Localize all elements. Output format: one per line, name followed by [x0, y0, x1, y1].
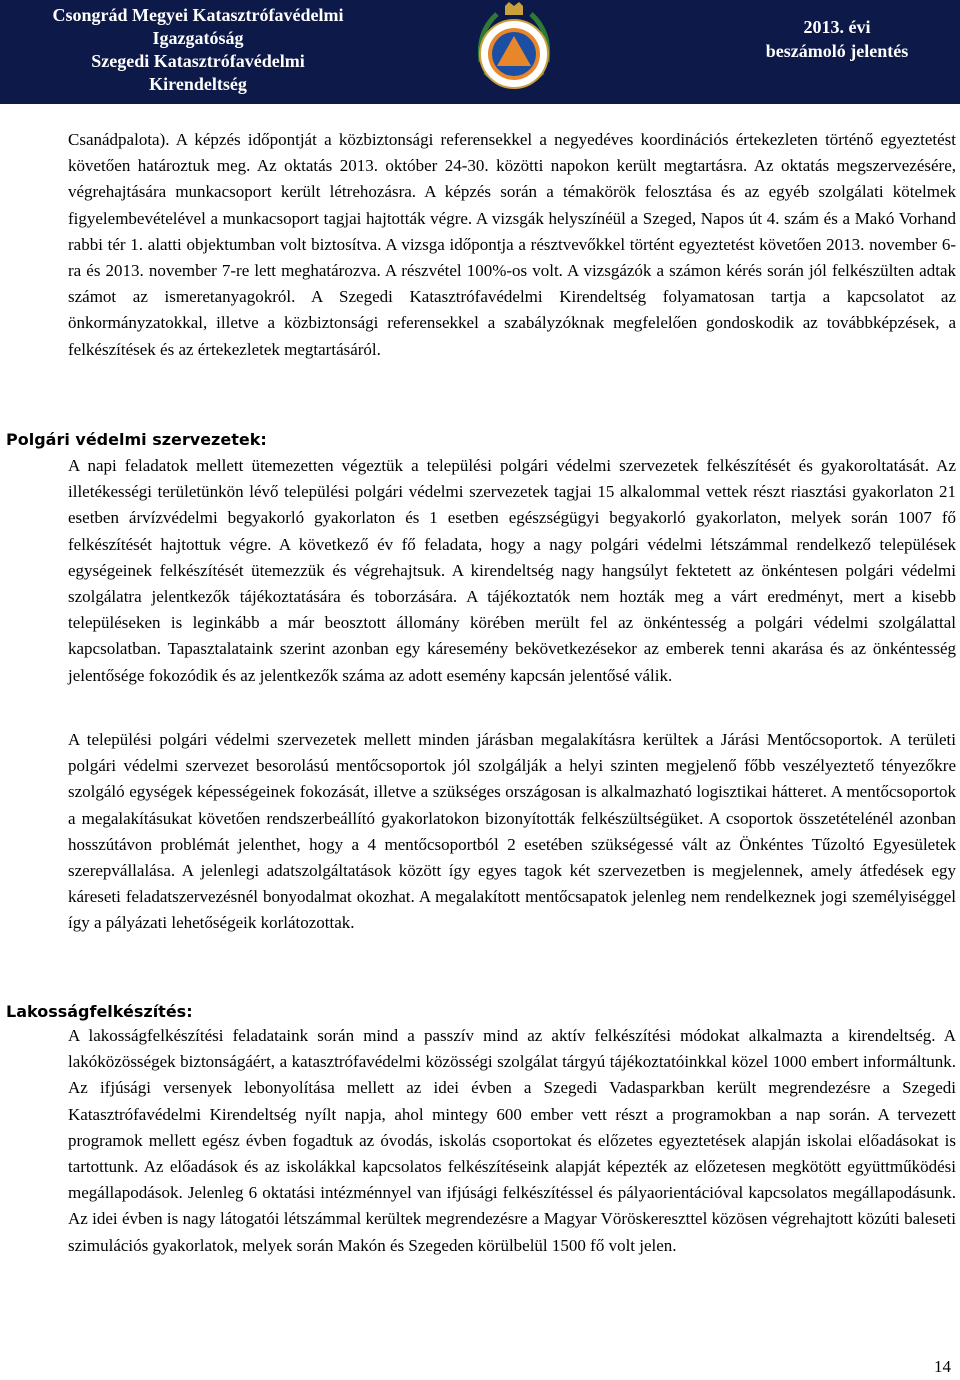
organization-name-line: Kirendeltség [149, 74, 247, 94]
organization-name-line: Szegedi Katasztrófavédelmi [91, 51, 305, 71]
organization-name-line: Igazgatóság [152, 28, 244, 48]
organization-name-line: Csongrád Megyei Katasztrófavédelmi [52, 5, 344, 25]
body-paragraph: A lakosságfelkészítési feladataink során mind a passzív mind az aktív felkészítési módokat alkalmazta a kirendeltség. A lakóközösségek biztonságáért, a katasztrófavédelmi közösségi szolgálat tárgyú tájékoztatóinkkal közel 1000 embert informáltunk. Az ifjúsági versenyek lebonyolítása mellett az idei évben a Szegedi Vadasparkban került megrendezésre a Szegedi Katasztrófavédelmi Kirendeltség nyílt napja, ahol mintegy 600 ember vett részt a programokban a nap során. A tervezett programok mellett egész évben fogadtuk az óvodás, iskolás csoportokat és előzetes egyeztetések alapján iskolai előadásokat is tartottunk. Az előadások és az iskolákkal kapcsolatos felkészítéseink alapját képezték az előzetesen megkötött együttműködési megállapodások. Jelenleg 6 oktatási intézménnyel van ifjúsági felkészítéssel és pályaorientációval kapcsolatos megállapodásunk. Az idei évben is nagy látogatói létszámmal kerültek megrendezésre a Magyar Vöröskereszttel közösen végrehajtott közúti baleseti szimulációs gyakorlatok, melyek során Makón és Szegeden körülbelül 1500 fő volt jelen. [68, 1026, 956, 1255]
page-header [0, 0, 960, 104]
report-title-line: 2013. évi [803, 17, 871, 37]
civil-protection-emblem-icon [467, 2, 561, 102]
section-heading-population-preparation: Lakosságfelkészítés: [6, 1002, 193, 1021]
body-paragraph: Csanádpalota). A képzés időpontját a közbiztonsági referensekkel a negyedéves koordinációs értekezleten történő egyeztetést követően határoztuk meg. Az oktatás 2013. október 24-30. közötti napokon került megtartásra. Az oktatás megszervezésére, végrehajtására munkacsoport került létrehozásra. A képzés során a témakörök felosztása és az egyéb szolgálati kötelmek figyelembevételével a munkacsoport tagjai hajtották végre. A vizsgák helyszínéül a Szeged, Napos út 4. szám és a Makó Vorhand rabbi tér 1. alatti objektumban volt biztosítva. A vizsga időpontja a résztvevőkkel történt egyeztetést követően 2013. november 6-ra és 2013. november 7-re lett meghatározva. A részvétel 100%-os volt. A vizsgázók a számon kérés során jól felkészülten adtak számot az ismeretanyagokról. A Szegedi Katasztrófavédelmi Kirendeltség folyamatosan tartja a kapcsolatot az önkormányzatokkal, illetve a közbiztonsági referensekkel a szabályzóknak megfelelően gondoskodik az továbbképzések, a felkészítések és az értekezletek megtartásáról. [68, 130, 956, 359]
body-paragraph: A települési polgári védelmi szervezetek mellett minden járásban megalakításra kerültek a Járási Mentőcsoportok. A területi polgári védelmi szervezet besorolású mentőcsoportok jól szolgálják a helyi szinten megjelenő főbb veszélyeztető tényezőkre szolgáló egységek képességeinek fokozását, illetve a szükséges országosan is alkalmazható logisztikai hátteret. A mentőcsoportok a megalakításukat követően rendszerbeállító gyakorlatokon bizonyították felkészültségüket. A csoportok összetételénél azonban hosszútávon problémát jelenthet, hogy a 4 mentőcsoportból 2 esetében szükségessé vált az Önkéntes Tűzoltó Egyesületek szerepvállalása. A jelenlegi adatszolgáltatások között így egyes tagok két szervezetben is megjelennek, amely átfedések egy káreseti feladatszervezésnél bonyodalmat okozhat. A megalakított mentőcsapatok jelenleg nem rendelkeznek jogi személyiséggel így a pályázati lehetőségeik korlátozottak. [68, 730, 956, 933]
body-paragraph: A napi feladatok mellett ütemezetten végeztük a települési polgári védelmi szervezetek felkészítését és gyakoroltatását. Az illetékességi területünkön lévő települési polgári védelmi szervezetek tagjai 15 alkalommal vettek részt riasztási gyakorlaton 21 esetben árvízvédelmi begyakorló gyakorlaton és 1 esetben egészségügyi begyakorló gyakorlaton, melyek során 1007 fő felkészítését hajtottuk végre. A következő év fő feladata, hogy a nagy polgári védelmi létszámmal rendelkező települések egységeinek felkészítését ütemezzük és végrehajtsuk. A kirendeltség nagy hangsúlyt fektetett az önkéntesen polgári védelmi szolgálatra jelentkezők tájékoztatására és toborzására. A tájékoztatók nem hozták meg a várt eredményt, mert a kisebb településeken is leginkább a már beosztott állomány körében merült fel az önkéntesség a polgári védelmi szolgálattal kapcsolatban. Tapasztalataink szerint azonban egy káresemény bekövetkezésekor az emberek tenni akarása és az önkéntesség jelentősége fokozódik és az jelentkezők száma az adott esemény kapcsán jelentősé válik. [68, 456, 956, 685]
report-title [752, 15, 922, 63]
organization-name [8, 4, 388, 96]
section-heading-civil-protection: Polgári védelmi szervezetek: [6, 430, 267, 449]
report-title-line: beszámoló jelentés [765, 41, 909, 61]
page-number: 14 [934, 1357, 951, 1376]
